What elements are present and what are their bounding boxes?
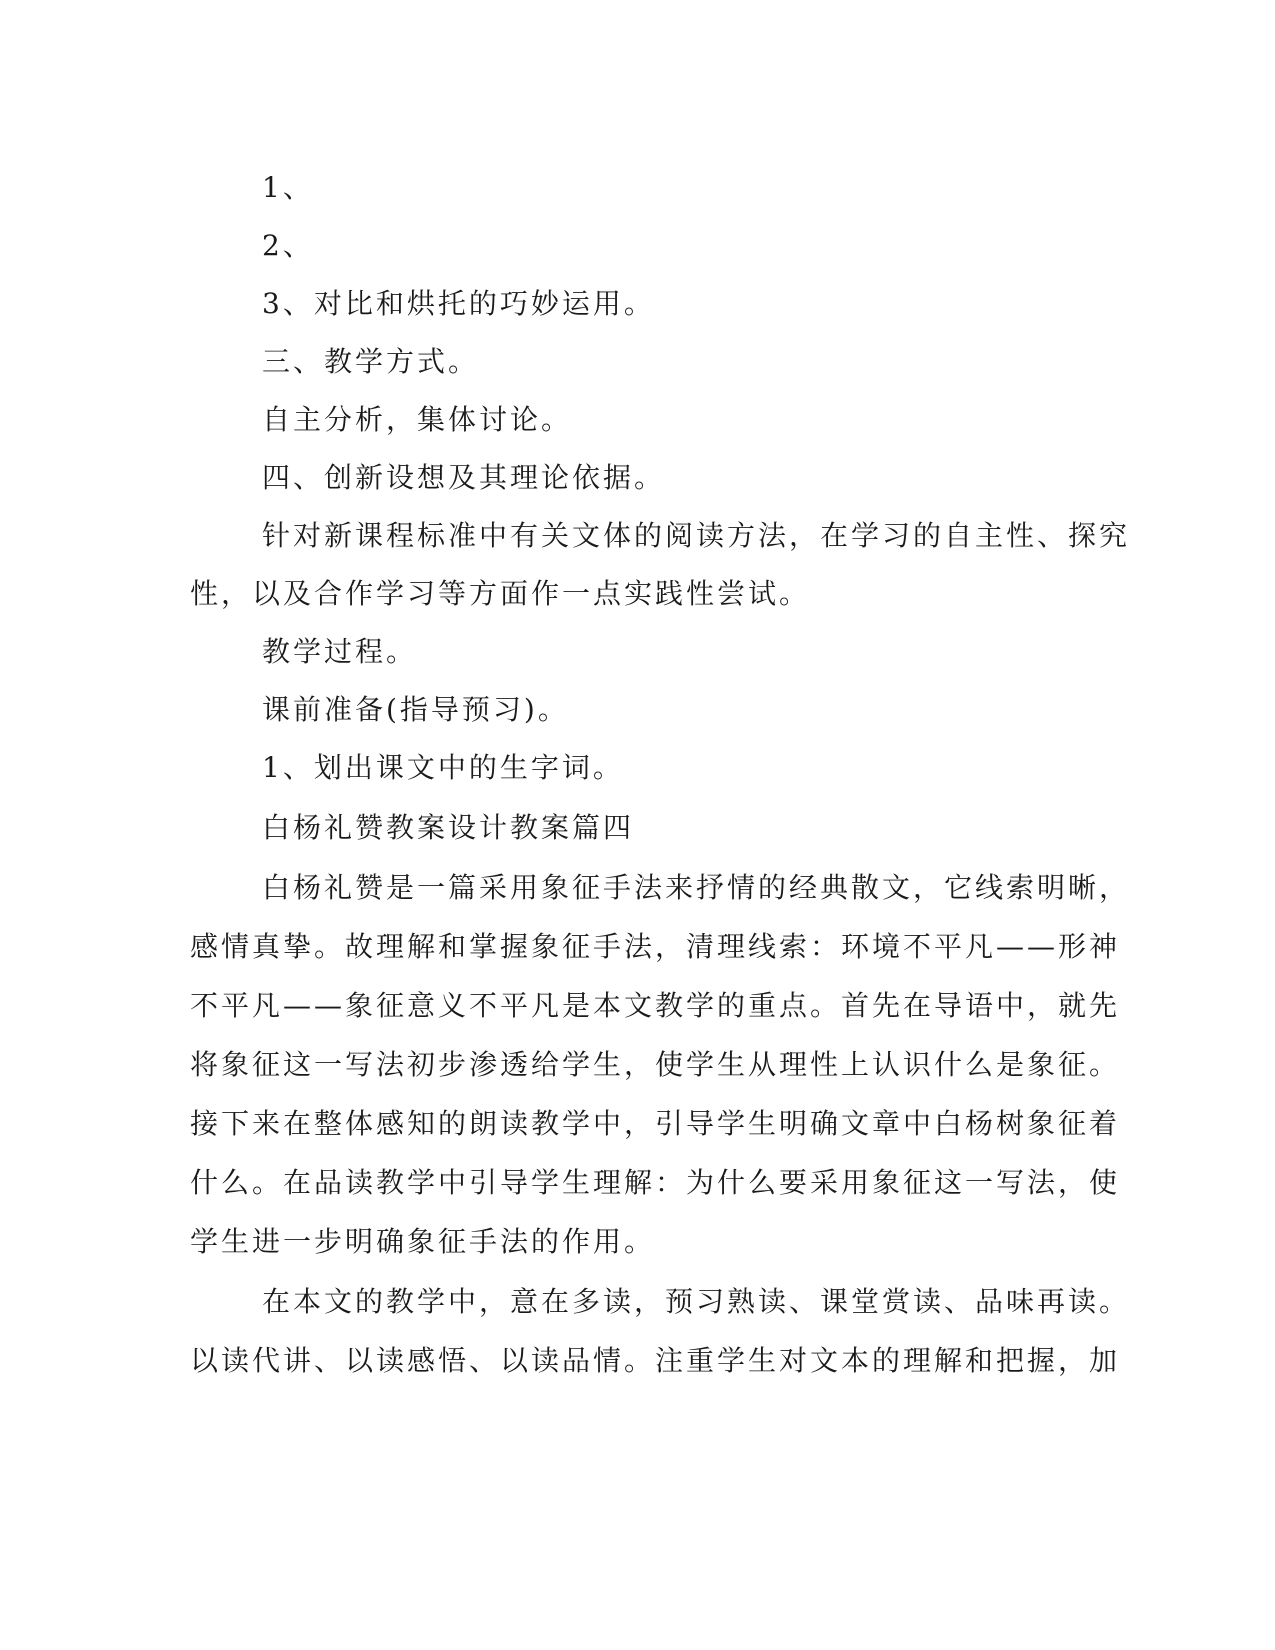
paragraph-line: 不平凡——象征意义不平凡是本文教学的重点。首先在导语中，就先 [190,989,1121,1022]
list-item-1: 1、划出课文中的生字词。 [262,751,624,784]
section-heading-3: 三、教学方式。 [262,345,480,378]
list-item-2: 2、 [262,229,314,262]
list-item-3: 3、对比和烘托的巧妙运用。 [262,287,655,320]
paragraph-line: 以读代讲、以读感悟、以读品情。注重学生对文本的理解和把握，加 [190,1344,1121,1377]
list-item-1: 1、 [262,171,314,204]
paragraph-line: 课前准备(指导预习)。 [262,693,569,726]
paragraph-line: 自主分析，集体讨论。 [262,403,573,436]
paragraph-line: 在本文的教学中，意在多读，预习熟读、课堂赏读、品味再读。 [262,1285,1131,1318]
paragraph-line: 白杨礼赞是一篇采用象征手法来抒情的经典散文，它线索明晰， [262,871,1131,904]
paragraph-line: 教学过程。 [262,635,418,668]
section-title: 白杨礼赞教案设计教案篇四 [262,811,635,844]
paragraph-line: 性，以及合作学习等方面作一点实践性尝试。 [190,577,811,610]
paragraph-line: 什么。在品读教学中引导学生理解：为什么要采用象征这一写法，使 [190,1166,1121,1199]
paragraph-line: 学生进一步明确象征手法的作用。 [190,1225,656,1258]
paragraph-line: 感情真挚。故理解和掌握象征手法，清理线索：环境不平凡——形神 [190,930,1121,963]
paragraph-line: 将象征这一写法初步渗透给学生，使学生从理性上认识什么是象征。 [190,1048,1121,1081]
section-heading-4: 四、创新设想及其理论依据。 [262,461,666,494]
paragraph-line: 接下来在整体感知的朗读教学中，引导学生明确文章中白杨树象征着 [190,1107,1121,1140]
paragraph-line: 针对新课程标准中有关文体的阅读方法，在学习的自主性、探究 [262,519,1131,552]
